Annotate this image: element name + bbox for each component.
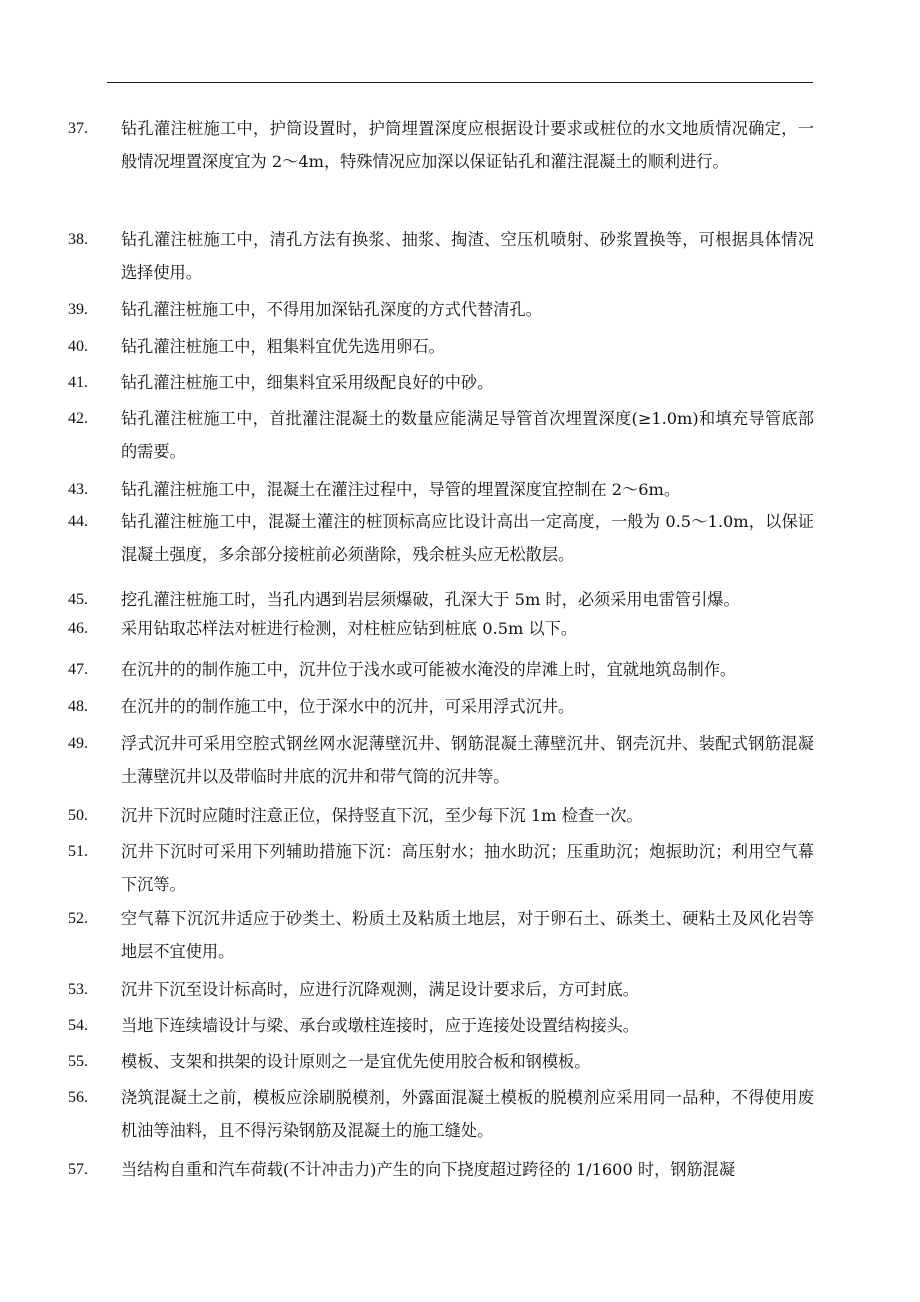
item-text: 钻孔灌注桩施工中，混凝土在灌注过程中，导管的埋置深度宜控制在 2～6m。 <box>121 480 681 499</box>
item-text: 在沉井的的制作施工中，位于深水中的沉井，可采用浮式沉井。 <box>121 697 575 716</box>
item-text: 钻孔灌注桩施工中，护筒设置时，护筒埋置深度应根据设计要求或桩位的水文地质情况确定，一般情况埋置深度宜为 2～4m，特殊情况应加深以保证钻孔和灌注混凝土的顺利进行。 <box>121 119 814 171</box>
item-number: 55. <box>68 1053 88 1070</box>
item-text: 当地下连续墙设计与梁、承台或墩柱连接时，应于连接处设置结构接头。 <box>121 1016 639 1035</box>
item-text: 采用钻取芯样法对桩进行检测，对柱桩应钻到桩底 0.5m 以下。 <box>121 619 578 638</box>
item-text: 钻孔灌注桩施工中，不得用加深钻孔深度的方式代替清孔。 <box>121 300 542 319</box>
item-text: 沉井下沉时可采用下列辅助措施下沉：高压射水；抽水助沉；压重助沉；炮振助沉；利用空气幕下沉等。 <box>121 842 814 894</box>
item-number: 44. <box>68 513 88 530</box>
item-number: 54. <box>68 1017 88 1034</box>
item-number: 56. <box>68 1089 88 1106</box>
item-text: 空气幕下沉沉井适应于砂类土、粉质土及粘质土地层，对于卵石土、砾类土、硬粘土及风化岩等地层不宜使用。 <box>121 909 814 961</box>
item-number: 45. <box>68 591 88 608</box>
item-number: 41. <box>68 374 88 391</box>
item-number: 43. <box>68 481 88 498</box>
item-text: 挖孔灌注桩施工时，当孔内遇到岩层须爆破，孔深大于 5m 时，必须采用电雷管引爆。 <box>121 590 740 609</box>
item-number: 42. <box>68 410 88 427</box>
item-number: 53. <box>68 981 88 998</box>
item-text: 沉井下沉至设计标高时，应进行沉降观测，满足设计要求后，方可封底。 <box>121 980 639 999</box>
item-text: 钻孔灌注桩施工中，粗集料宜优先选用卵石。 <box>121 337 445 356</box>
item-text: 钻孔灌注桩施工中，混凝土灌注的桩顶标高应比设计高出一定高度，一般为 0.5～1.0m，以保证混凝土强度，多余部分接桩前必须凿除，残余桩头应无松散层。 <box>121 512 814 564</box>
item-text: 钻孔灌注桩施工中，细集料宜采用级配良好的中砂。 <box>121 373 494 392</box>
item-text: 沉井下沉时应随时注意正位，保持竖直下沉，至少每下沉 1m 检查一次。 <box>121 806 643 825</box>
item-number: 40. <box>68 338 88 355</box>
item-number: 52. <box>68 910 88 927</box>
item-number: 37. <box>68 120 88 137</box>
item-number: 57. <box>68 1161 88 1178</box>
item-text: 在沉井的的制作施工中，沉井位于浅水或可能被水淹没的岸滩上时，宜就地筑岛制作。 <box>121 660 737 679</box>
item-number: 39. <box>68 301 88 318</box>
item-number: 49. <box>68 735 88 752</box>
item-number: 38. <box>68 231 88 248</box>
item-text: 模板、支架和拱架的设计原则之一是宜优先使用胶合板和钢模板。 <box>121 1052 591 1071</box>
item-number: 46. <box>68 620 88 637</box>
item-text: 浇筑混凝土之前，模板应涂刷脱模剂，外露面混凝土模板的脱模剂应采用同一品种，不得使用废机油等油料，且不得污染钢筋及混凝土的施工缝处。 <box>121 1088 814 1140</box>
item-number: 47. <box>68 661 88 678</box>
item-number: 50. <box>68 807 88 824</box>
item-number: 48. <box>68 698 88 715</box>
item-number: 51. <box>68 843 88 860</box>
item-text: 钻孔灌注桩施工中，清孔方法有换浆、抽浆、掏渣、空压机喷射、砂浆置换等，可根据具体情况选择使用。 <box>121 230 814 282</box>
item-text: 当结构自重和汽车荷载(不计冲击力)产生的向下挠度超过跨径的 1/1600 时，钢筋混凝 <box>121 1160 736 1179</box>
item-text: 钻孔灌注桩施工中，首批灌注混凝土的数量应能满足导管首次埋置深度(≥1.0m)和填充导管底部的需要。 <box>121 409 814 461</box>
header-rule <box>107 82 813 83</box>
item-text: 浮式沉井可采用空腔式钢丝网水泥薄壁沉井、钢筋混凝土薄壁沉井、钢壳沉井、装配式钢筋混凝土薄壁沉井以及带临时井底的沉井和带气筒的沉井等。 <box>121 734 814 786</box>
